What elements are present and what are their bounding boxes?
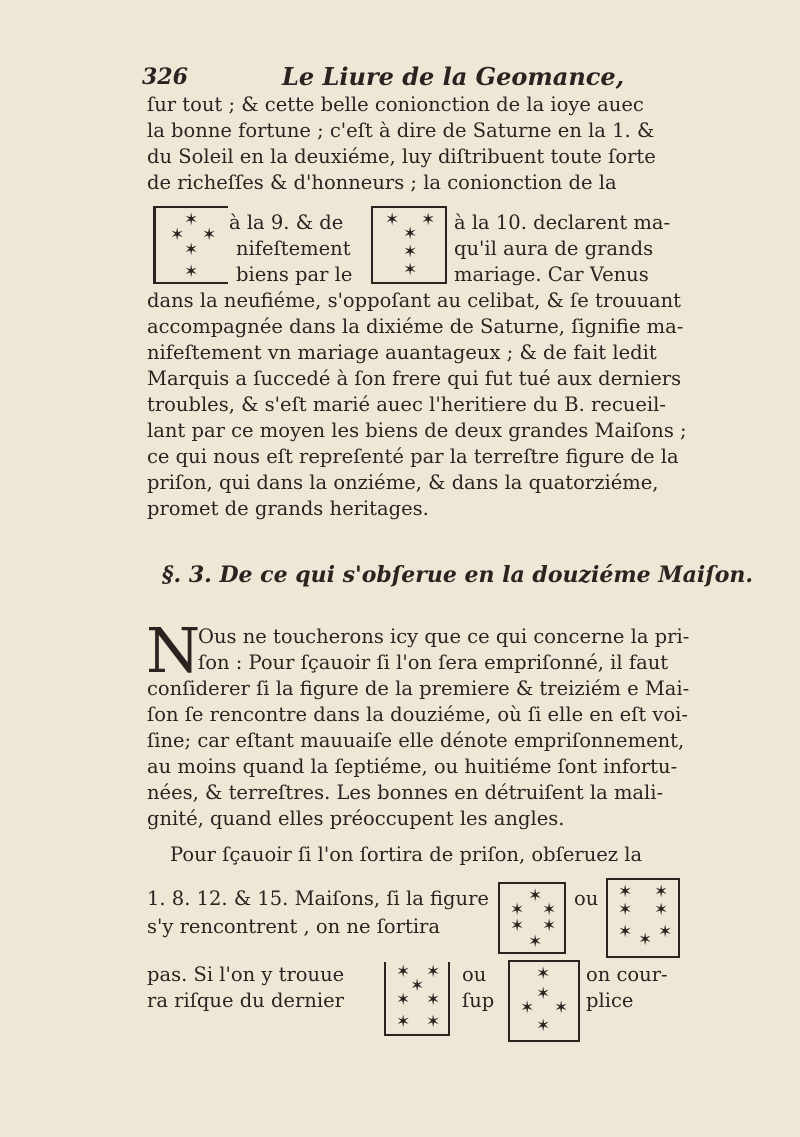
section-heading: §. 3. De ce qui s'obſerue en la douziéme Maiſon. [162, 562, 754, 588]
text-line: nifeſtement vn mariage auantageux ; & de fait ledit [147, 341, 657, 364]
text-line: ſup [462, 989, 495, 1012]
text-line: nifeſtement [236, 237, 351, 260]
text-line: pas. Si l'on y trouue [147, 963, 345, 986]
text-line: ſon : Pour ſçauoir ſi l'on ſera empriſonné, il faut [198, 651, 669, 674]
drop-cap: N [146, 614, 201, 687]
text-line: ou [574, 887, 599, 910]
geomantic-figure: ✶ ✶ ✶ ✶ ✶ ✶ [498, 882, 566, 954]
text-line: dans la neufiéme, s'oppoſant au celibat, & ſe trouuant [147, 289, 682, 312]
text-line: gnité, quand elles préoccupent les angles. [147, 807, 565, 830]
text-line: ſur tout ; & cette belle conionction de la ioye auec [147, 93, 644, 116]
text-line: accompagnée dans la dixiéme de Saturne, ſignifie ma- [147, 315, 684, 338]
text-line: Ous ne toucherons icy que ce qui concerne la pri- [198, 625, 690, 648]
text-line: ce qui nous eſt repreſenté par la terreſtre figure de la [147, 445, 679, 468]
geomantic-figure: ✶ ✶ ✶ ✶ ✶ [508, 960, 580, 1042]
geomantic-figure: ✶ ✶ ✶ ✶ ✶ ✶ ✶ [384, 962, 450, 1036]
text-line: qu'il aura de grands [454, 237, 654, 260]
geomantic-figure: ✶ ✶ ✶ ✶ ✶ [153, 206, 228, 284]
text-line: plice [586, 989, 634, 1012]
text-line: 1. 8. 12. & 15. Maiſons, ſi la figure [147, 887, 489, 910]
text-line: nées, & terreſtres. Les bonnes en détruiſent la mali- [147, 781, 664, 804]
text-line: mariage. Car Venus [454, 263, 649, 286]
text-line: à la 9. & de [229, 211, 344, 234]
text-line: troubles, & s'eſt marié auec l'heritiere du B. recueil- [147, 393, 666, 416]
text-line: du Soleil en la deuxiéme, luy diſtribuent toute ſorte [147, 145, 656, 168]
text-line: au moins quand la ſeptiéme, ou huitiéme ſont infortu- [147, 755, 678, 778]
text-line: ra riſque du dernier [147, 989, 344, 1012]
text-line: ſine; car eſtant mauuaiſe elle dénote empriſonnement, [147, 729, 685, 752]
text-line: Pour ſçauoir ſi l'on ſortira de priſon, obſeruez la [170, 843, 643, 866]
text-line: ſon ſe rencontre dans la douziéme, où ſi elle en eſt voi- [147, 703, 688, 726]
text-line: on cour- [586, 963, 668, 986]
text-line: ou [462, 963, 487, 986]
text-line: biens par le [236, 263, 353, 286]
page-number: 326 [142, 64, 188, 90]
text-line: promet de grands heritages. [147, 497, 429, 520]
text-line: lant par ce moyen les biens de deux grandes Maiſons ; [147, 419, 687, 442]
text-line: s'y rencontrent , on ne ſortira [147, 915, 441, 938]
text-line: priſon, qui dans la onziéme, & dans la quatorziéme, [147, 471, 659, 494]
text-line: à la 10. declarent ma- [454, 211, 671, 234]
running-title: Le Liure de la Geomance, [282, 62, 625, 91]
text-line: la bonne fortune ; c'eſt à dire de Saturne en la 1. & [147, 119, 655, 142]
geomantic-figure: ✶ ✶ ✶ ✶ ✶ [371, 206, 447, 284]
text-line: Marquis a ſuccedé à ſon frere qui fut tué aux derniers [147, 367, 682, 390]
text-line: de richeſſes & d'honneurs ; la conionction de la [147, 171, 617, 194]
text-line: conſiderer ſi la figure de la premiere & treiziém e Mai- [147, 677, 690, 700]
geomantic-figure: ✶ ✶ ✶ ✶ ✶ ✶ ✶ [606, 878, 680, 958]
